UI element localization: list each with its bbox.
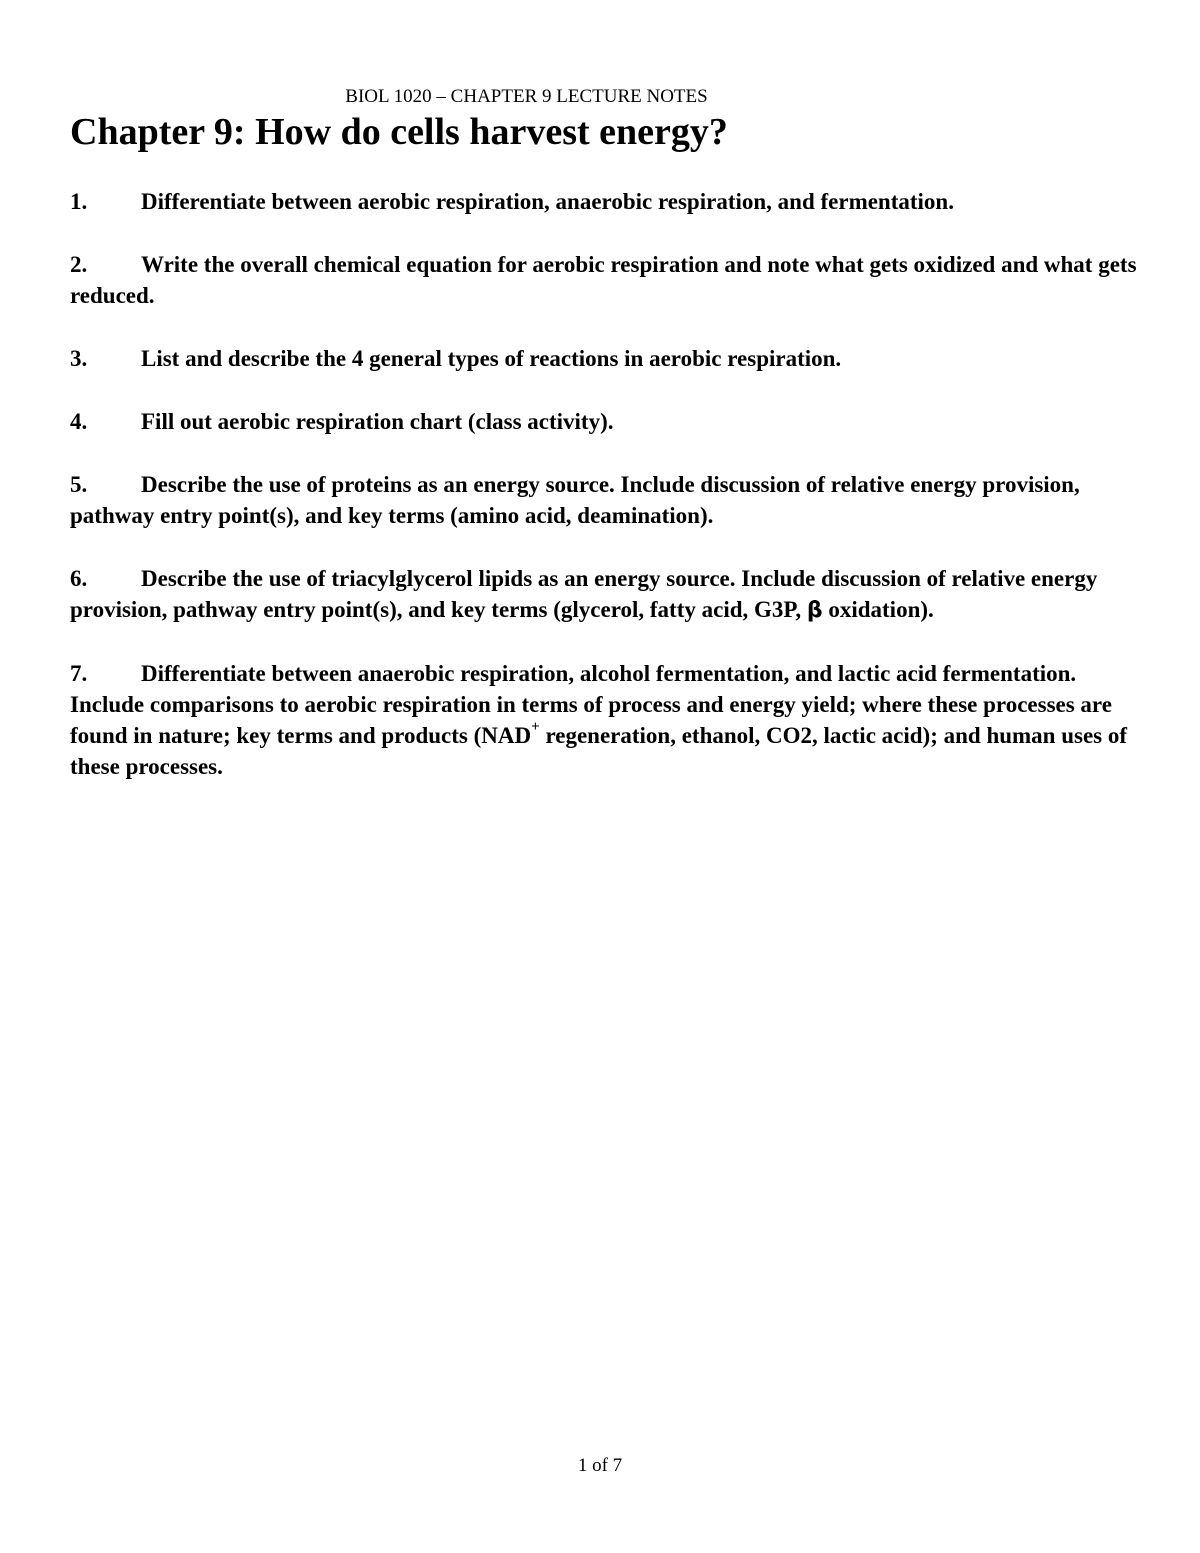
page-header: BIOL 1020 – CHAPTER 9 LECTURE NOTES: [345, 86, 708, 107]
objective-4: [70, 406, 1140, 437]
objective-text: List and describe the 4 general types of reactions in aerobic respiration.: [141, 346, 842, 371]
objective-text-continued: oxidation).: [828, 597, 934, 622]
objective-6: [70, 563, 1140, 626]
objective-number: 3.: [70, 346, 88, 371]
page-number: 1 of 7: [577, 1455, 623, 1476]
objective-text: Fill out aerobic respiration chart (class activity).: [141, 409, 614, 434]
objective-7: [70, 658, 1140, 782]
objective-text: Write the overall chemical equation for aerobic respiration and note what gets oxidized and what gets reduced.: [70, 252, 1137, 308]
co2-subscript: 2: [800, 723, 813, 748]
objective-3: [70, 343, 1140, 374]
objective-2: [70, 249, 1140, 311]
objective-5: [70, 469, 1140, 531]
objective-text: Differentiate between aerobic respiration, anaerobic respiration, and fermentation.: [141, 189, 954, 214]
objective-number: 5.: [70, 472, 88, 497]
objective-text: Describe the use of proteins as an energy source. Include discussion of relative energy provision, pathway entry point(s), and key terms (amino acid, deamination).: [70, 472, 1080, 528]
objective-number: 4.: [70, 409, 88, 434]
objective-1: [70, 186, 1140, 217]
nad-superscript: +: [531, 719, 540, 735]
beta-symbol: β: [806, 598, 823, 623]
objective-number: 7.: [70, 661, 88, 686]
objective-text-end: , lactic acid); and human uses of these processes.: [70, 723, 1128, 779]
objective-text-continued: regeneration, ethanol, CO: [545, 723, 801, 748]
chapter-title: Chapter 9: How do cells harvest energy?: [70, 111, 728, 153]
objectives-list: [70, 186, 1140, 814]
objective-number: 6.: [70, 566, 88, 591]
objective-text: Differentiate between anaerobic respiration, alcohol fermentation, and lactic acid fermentation. Include comparisons to aerobic respiration in terms of process and energy yield; where these processes are found in nature; key terms and products (NAD: [70, 661, 1112, 748]
objective-number: 1.: [70, 189, 88, 214]
objective-number: 2.: [70, 252, 88, 277]
objective-text: Describe the use of triacylglycerol lipids as an energy source. Include discussion of relative energy provision, pathway entry point(s), and key terms (glycerol, fatty acid, G3P,: [70, 566, 1098, 622]
